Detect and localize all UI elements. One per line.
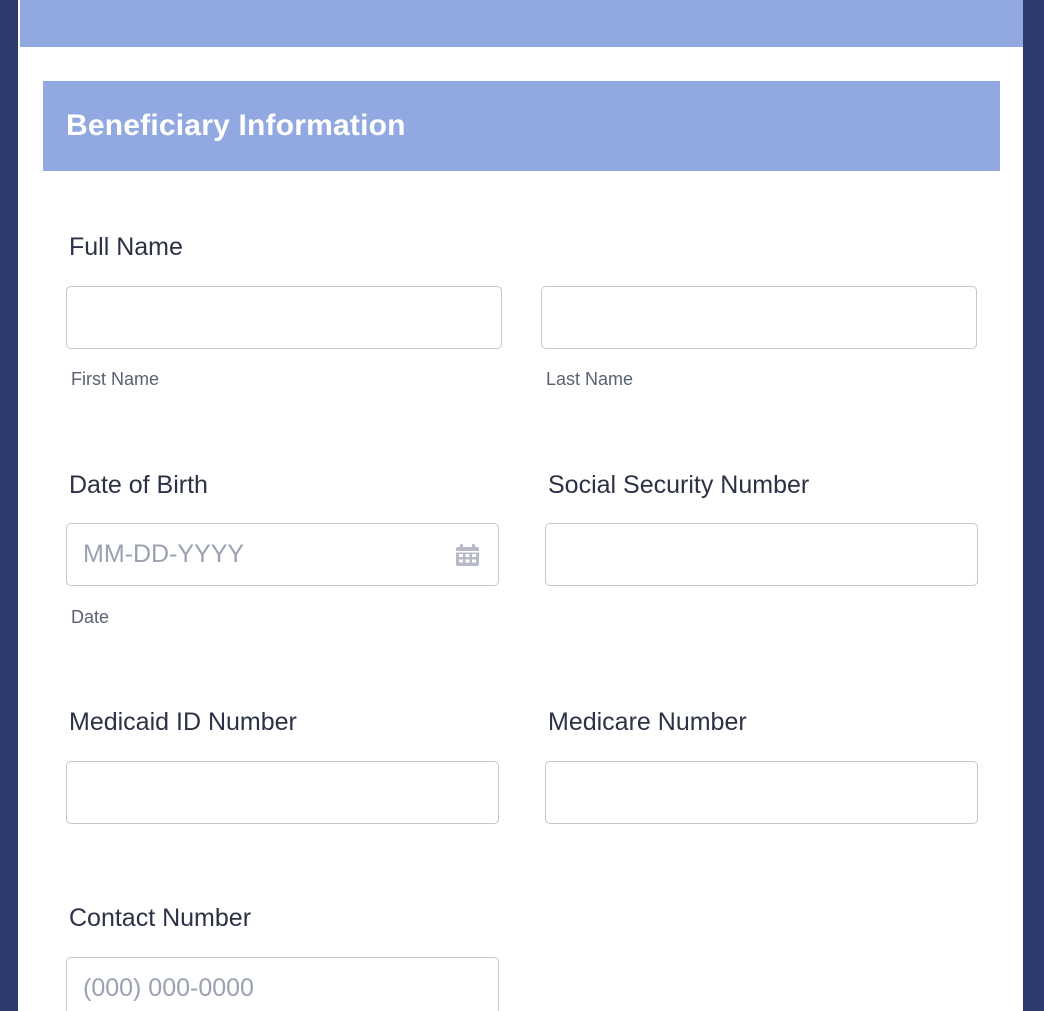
date-sublabel: Date xyxy=(71,607,110,627)
last-name-input[interactable] xyxy=(542,287,976,348)
full-name-label: Full Name xyxy=(69,233,183,261)
ssn-label: Social Security Number xyxy=(548,471,810,499)
date-of-birth-input[interactable] xyxy=(67,524,498,585)
section-title: Beneficiary Information xyxy=(66,109,406,142)
last-name-sublabel: Last Name xyxy=(546,369,634,389)
section-header xyxy=(43,81,1000,171)
ssn-field[interactable] xyxy=(545,523,978,586)
last-name-field[interactable] xyxy=(541,286,977,349)
first-name-input[interactable] xyxy=(67,287,501,348)
contact-number-label: Contact Number xyxy=(69,904,252,932)
contact-number-input[interactable] xyxy=(67,958,498,1011)
form-page xyxy=(18,0,1023,1011)
date-of-birth-field[interactable] xyxy=(66,523,499,586)
medicare-input[interactable] xyxy=(546,762,977,823)
form-top-band xyxy=(20,0,1023,47)
ssn-input[interactable] xyxy=(546,524,977,585)
medicaid-input[interactable] xyxy=(67,762,498,823)
medicaid-field[interactable] xyxy=(66,761,499,824)
contact-number-field[interactable] xyxy=(66,957,499,1011)
first-name-sublabel: First Name xyxy=(71,369,160,389)
medicare-label: Medicare Number xyxy=(548,708,747,736)
date-of-birth-label: Date of Birth xyxy=(69,471,208,499)
medicare-field[interactable] xyxy=(545,761,978,824)
medicaid-label: Medicaid ID Number xyxy=(69,708,297,736)
calendar-icon[interactable] xyxy=(455,544,480,567)
first-name-field[interactable] xyxy=(66,286,502,349)
